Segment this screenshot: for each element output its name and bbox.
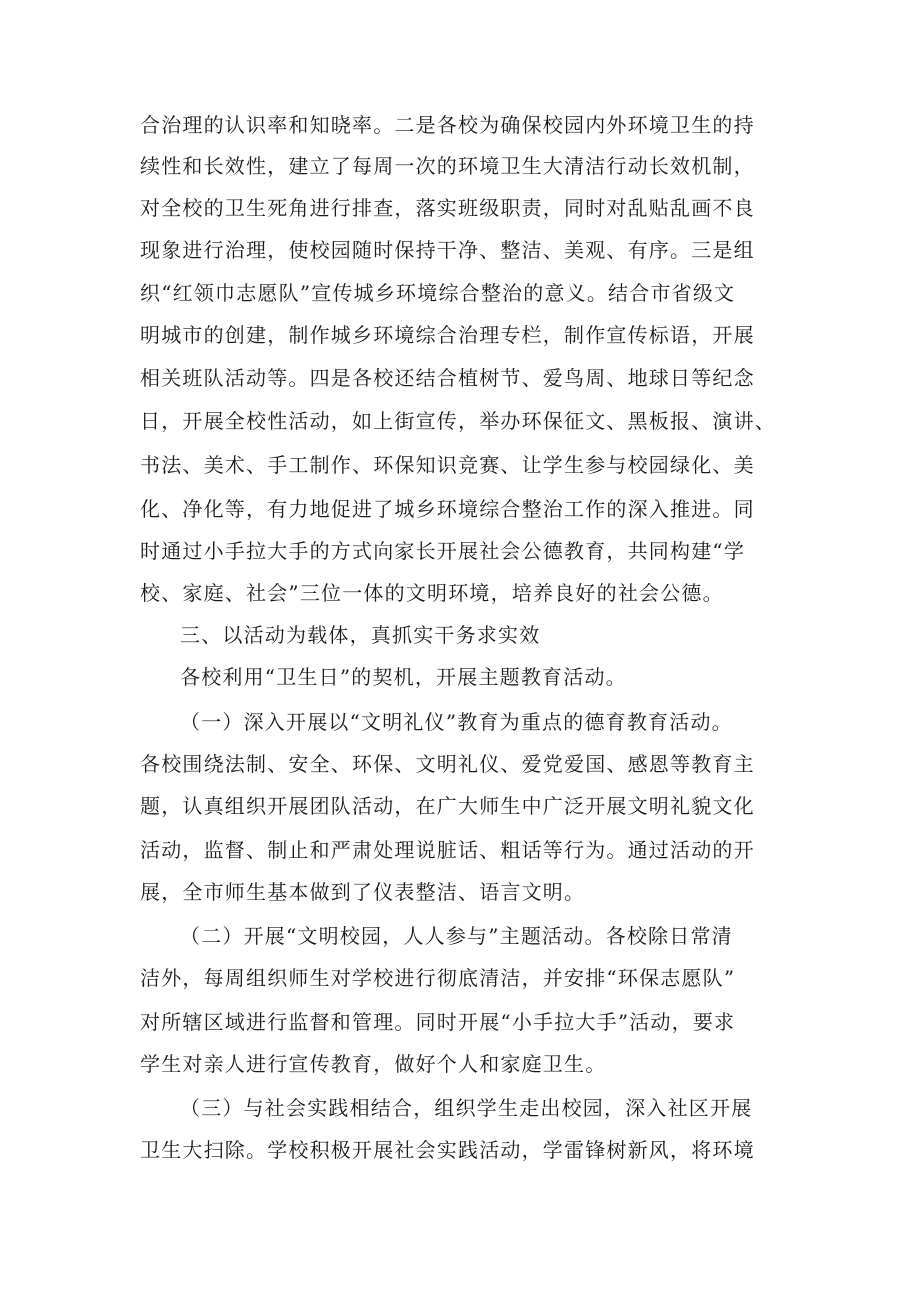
text-line: 现象进行治理，使校园随时保持干净、整洁、美观、有序。三是组	[140, 238, 755, 262]
text-line: 校、家庭、社会”三位一体的文明环境，培养良好的社会公德。	[140, 581, 724, 605]
text-line: 织“红领巾志愿队”宣传城乡环境综合整治的意义。结合市省级文	[140, 281, 736, 305]
subsection-heading: （二）开展“文明校园，人人参与”主题活动。各校除日常清	[180, 924, 733, 948]
text-line: 展，全市师生基本做到了仪表整洁、语言文明。	[140, 880, 586, 904]
text-line: 各校利用“卫生日”的契机，开展主题教育活动。	[180, 665, 627, 689]
text-line: 活动，监督、制止和严肃处理说脏话、粗话等行为。通过活动的开	[140, 838, 755, 862]
text-line: 时通过小手拉大手的方式向家长开展社会公德教育，共同构建“学	[140, 539, 746, 563]
text-line: 对全校的卫生死角进行排查，落实班级职责，同时对乱贴乱画不良	[140, 196, 755, 220]
text-line: 对所辖区域进行监督和管理。同时开展“小手拉大手”活动，要求	[140, 1010, 736, 1034]
text-line: 题，认真组织开展团队活动，在广大师生中广泛开展文明礼貌文化	[140, 794, 755, 818]
text-line: 化、净化等，有力地促进了城乡环境综合整治工作的深入推进。同	[140, 497, 755, 521]
subsection-heading: （一）深入开展以“文明礼仪”教育为重点的德育教育活动。	[180, 710, 733, 734]
text-line: 学生对亲人进行宣传教育，做好个人和家庭卫生。	[140, 1052, 607, 1076]
text-line: 续性和长效性，建立了每周一次的环境卫生大清洁行动长效机制，	[140, 154, 755, 178]
text-line: 洁外，每周组织师生对学校进行彻底清洁，并安排“环保志愿队”	[140, 966, 736, 990]
text-line: 相关班队活动等。四是各校还结合植树节、爱鸟周、地球日等纪念	[140, 366, 755, 390]
text-line: 日，开展全校性活动，如上街宣传，举办环保征文、黑板报、演讲、	[140, 409, 776, 433]
subsection-heading: （三）与社会实践相结合，组织学生走出校园，深入社区开展	[180, 1096, 753, 1120]
text-line: 明城市的创建，制作城乡环境综合治理专栏，制作宣传标语，开展	[140, 323, 755, 347]
text-line: 书法、美术、手工制作、环保知识竞赛、让学生参与校园绿化、美	[140, 453, 755, 477]
section-heading: 三、以活动为载体，真抓实干务求实效	[180, 623, 541, 647]
text-line: 各校围绕法制、安全、环保、文明礼仪、爱党爱国、感恩等教育主	[140, 752, 755, 776]
text-line: 卫生大扫除。学校积极开展社会实践活动，学雷锋树新风，将环境	[140, 1138, 755, 1162]
text-line: 合治理的认识率和知晓率。二是各校为确保校园内外环境卫生的持	[140, 113, 755, 137]
